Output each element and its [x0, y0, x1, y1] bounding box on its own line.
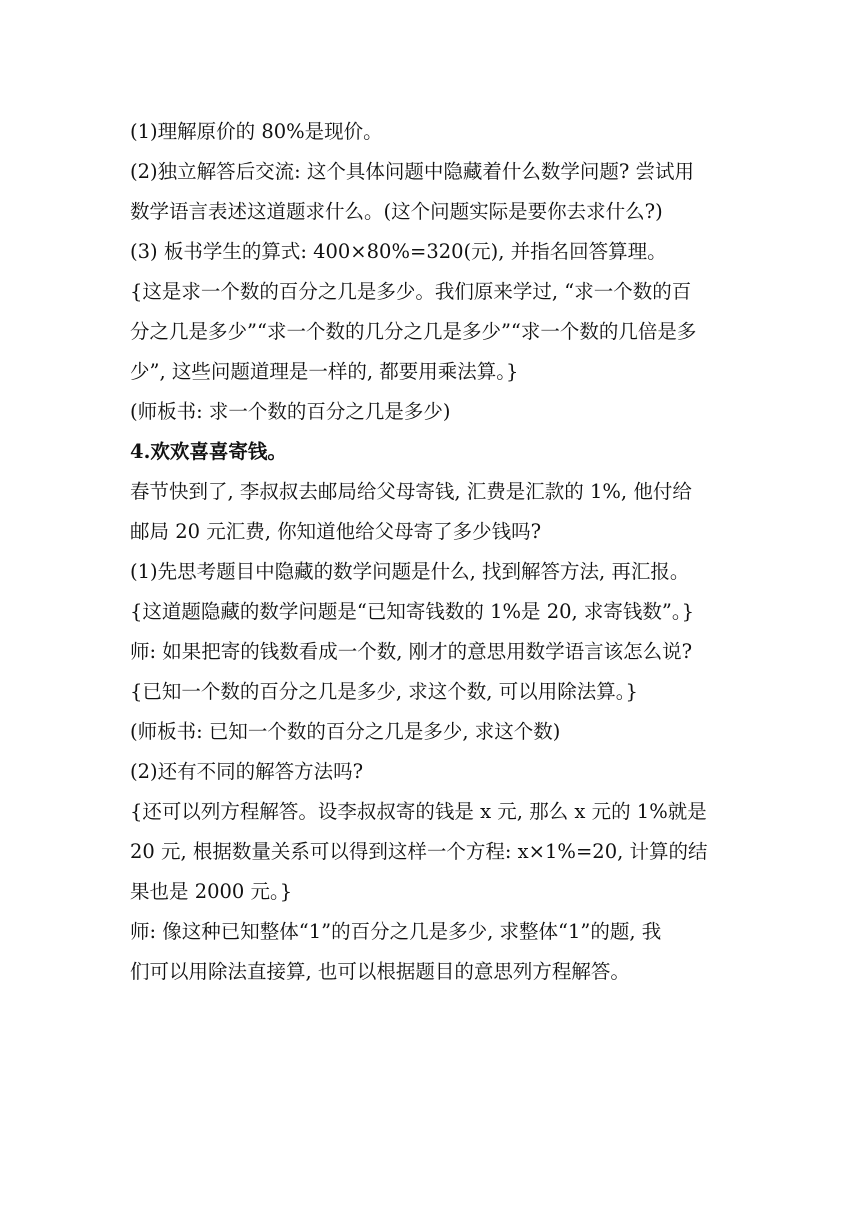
text-line: (2)还有不同的解答方法吗? — [130, 760, 364, 783]
text-line: 分之几是多少”“求一个数的几分之几是多少”“求一个数的几倍是多 — [130, 320, 697, 343]
text-line: {这是求一个数的百分之几是多少。我们原来学过, “求一个数的百 — [130, 280, 692, 303]
text-line: 果也是 2000 元。} — [130, 880, 293, 903]
text-line: {还可以列方程解答。设李叔叔寄的钱是 x 元, 那么 x 元的 1%就是 — [130, 800, 707, 823]
text-line: 师: 如果把寄的钱数看成一个数, 刚才的意思用数学语言该怎么说? — [130, 640, 693, 663]
document-page — [130, 112, 730, 992]
text-line: (1)理解原价的 80%是现价。 — [130, 120, 383, 143]
text-line: 们可以用除法直接算, 也可以根据题目的意思列方程解答。 — [130, 960, 630, 983]
text-line: 少”, 这些问题道理是一样的, 都要用乘法算。} — [130, 360, 519, 383]
text-line: (师板书: 求一个数的百分之几是多少) — [130, 400, 451, 423]
text-line: 数学语言表述这道题求什么。(这个问题实际是要你去求什么?) — [130, 200, 663, 223]
section-heading: 4.欢欢喜喜寄钱。 — [130, 440, 287, 463]
text-line: 师: 像这种已知整体“1”的百分之几是多少, 求整体“1”的题, 我 — [130, 920, 662, 943]
text-line: {这道题隐藏的数学问题是“已知寄钱数的 1%是 20, 求寄钱数”。} — [130, 600, 695, 623]
text-line: (师板书: 已知一个数的百分之几是多少, 求这个数) — [130, 720, 561, 743]
text-line: 春节快到了, 李叔叔去邮局给父母寄钱, 汇费是汇款的 1%, 他付给 — [130, 480, 692, 503]
text-line: (2)独立解答后交流: 这个具体问题中隐藏着什么数学问题? 尝试用 — [130, 160, 695, 183]
text-line: 邮局 20 元汇费, 你知道他给父母寄了多少钱吗? — [130, 520, 542, 543]
text-line: (3) 板书学生的算式: 400×80%=320(元), 并指名回答算理。 — [130, 240, 667, 263]
text-line: 20 元, 根据数量关系可以得到这样一个方程: x×1%=20, 计算的结 — [130, 840, 708, 863]
text-line: (1)先思考题目中隐藏的数学问题是什么, 找到解答方法, 再汇报。 — [130, 560, 690, 583]
text-line: {已知一个数的百分之几是多少, 求这个数, 可以用除法算。} — [130, 680, 638, 703]
